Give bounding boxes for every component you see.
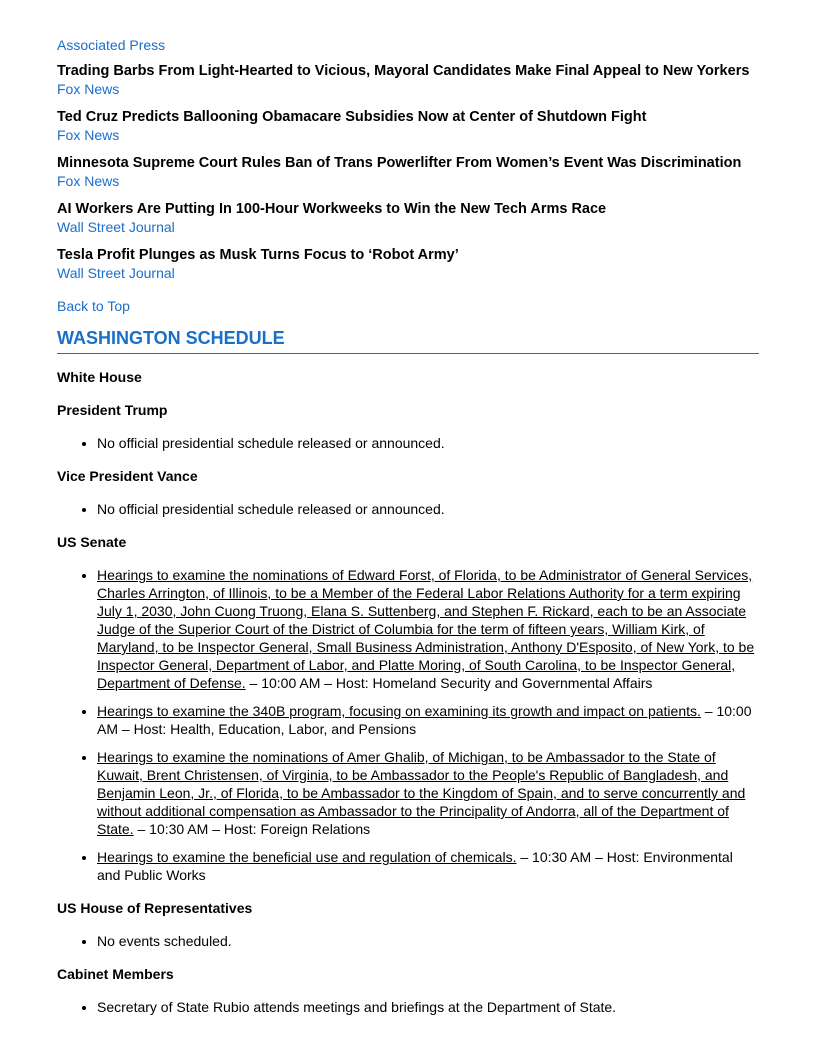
source-link[interactable]: Fox News [57, 81, 120, 97]
list-item: • No events scheduled. [97, 932, 759, 950]
news-title: Tesla Profit Plunges as Musk Turns Focus to ‘Robot Army’ [57, 247, 459, 263]
president-label: President Trump [57, 402, 168, 418]
list-item: • Secretary of State Rubio attends meetings and briefings at the Department of State. [97, 998, 759, 1016]
source-link[interactable]: Wall Street Journal [57, 219, 175, 235]
news-title: Trading Barbs From Light-Hearted to Vicious, Mayoral Candidates Make Final Appeal to New Yorkers [57, 63, 750, 79]
hearing-link[interactable]: Hearings to examine the nominations of Edward Forst, of Florida, to be Administrator of General Services, Charles Arrington, of Illinois, to be a Member of the Federal Labor Relations Authority for a term expiring July 1, 2030, John Cuong Truong, Elana S. Suttenberg, and Stephen F. Rickard, each to be an Associate Judge of the Superior Court of the District of Columbia for the term of fifteen years, William Kirk, of Maryland, to be Inspector General, Small Business Administration, Anthony D'Esposito, of New York, to be Inspector General, Department of Labor, and Platte Moring, of South Carolina, to be Inspector General, Department of Defense. [97, 567, 755, 691]
news-list [57, 62, 759, 292]
senate-label: US Senate [57, 534, 127, 550]
news-item [57, 246, 759, 282]
source-link[interactable]: Associated Press [57, 37, 166, 53]
hearing-detail: – 10:30 AM – Host: Environmental and Public Works [97, 849, 733, 883]
hearing-link[interactable]: Hearings to examine the beneficial use and regulation of chemicals. [97, 849, 517, 865]
white-house-label: White House [57, 369, 142, 385]
list-item: • No official presidential schedule released or announced. [97, 500, 759, 518]
hearing-link[interactable]: Hearings to examine the nominations of Amer Ghalib, of Michigan, to be Ambassador to the State of Kuwait, Brent Christensen, of Virginia, to be Ambassador to the People's Republic of Bangladesh, and Benjamin Leon, Jr., of Florida, to be Ambassador to the Kingdom of Spain, and to serve concurrently and without additional compensation as Ambassador to the Principality of Andorra, all of the Department of State. [97, 749, 746, 837]
source-link[interactable]: Wall Street Journal [57, 265, 175, 281]
washington-schedule [57, 368, 759, 1031]
source-link[interactable]: Fox News [57, 127, 120, 143]
list-item: • No official presidential schedule released or announced. [97, 434, 759, 452]
news-title: AI Workers Are Putting In 100-Hour Workweeks to Win the New Tech Arms Race [57, 201, 607, 217]
vice-president-label: Vice President Vance [57, 468, 198, 484]
hearing-detail: – 10:00 AM – Host: Homeland Security and Governmental Affairs [245, 675, 653, 691]
news-item [57, 200, 759, 236]
hearing-link[interactable]: Hearings to examine the 340B program, focusing on examining its growth and impact on patients. [97, 703, 701, 719]
section-heading: WASHINGTON SCHEDULE [57, 326, 759, 354]
hearing-detail: – 10:30 AM – Host: Foreign Relations [133, 821, 371, 837]
vp-schedule-list [57, 500, 759, 518]
back-to-top-link[interactable]: Back to Top [57, 298, 130, 314]
hearing-detail: – 10:00 AM – Host: Health, Education, Labor, and Pensions [97, 703, 752, 737]
list-item [97, 748, 759, 838]
news-item [57, 62, 759, 98]
list-item [97, 566, 759, 692]
news-item [57, 108, 759, 144]
news-title: Minnesota Supreme Court Rules Ban of Trans Powerlifter From Women’s Event Was Discrimination [57, 155, 742, 171]
news-item [57, 154, 759, 190]
cabinet-schedule-list [57, 998, 759, 1016]
cabinet-label: Cabinet Members [57, 966, 174, 982]
news-title: Ted Cruz Predicts Ballooning Obamacare Subsidies Now at Center of Shutdown Fight [57, 109, 647, 125]
house-schedule-list [57, 932, 759, 950]
source-link[interactable]: Fox News [57, 173, 120, 189]
list-item [97, 848, 759, 884]
list-item [97, 702, 759, 738]
house-label: US House of Representatives [57, 900, 253, 916]
senate-schedule-list [57, 566, 759, 884]
president-schedule-list [57, 434, 759, 452]
